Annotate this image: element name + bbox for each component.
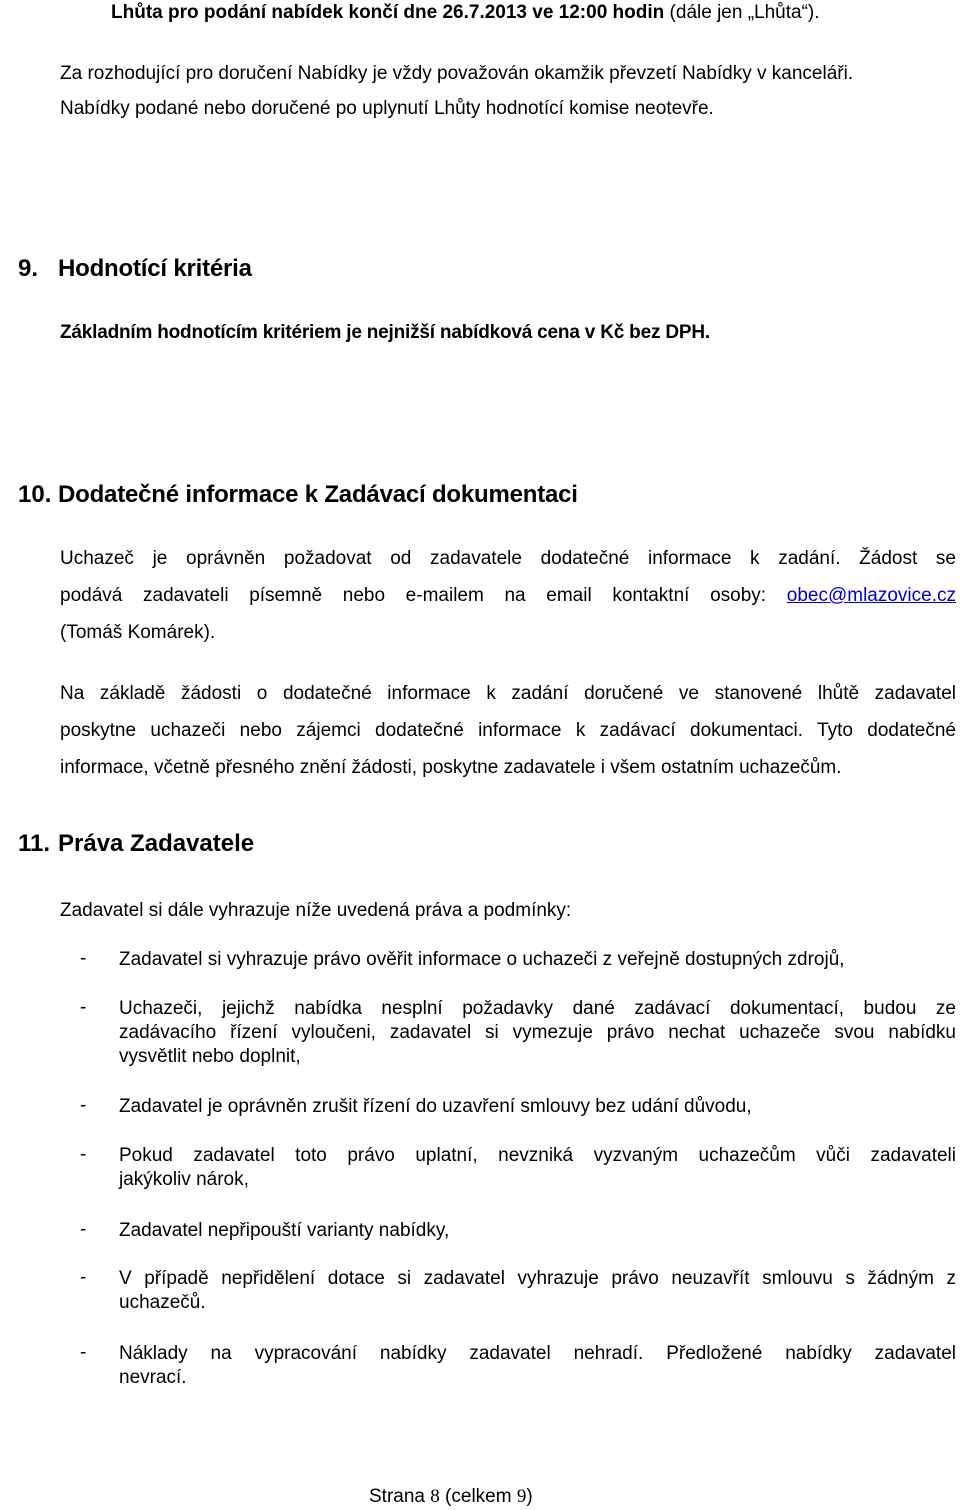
list-dash: -: [80, 997, 87, 1018]
list-item-line: Zadavatel je oprávněn zrušit řízení do uzavření smlouvy bez udání důvodu,: [119, 1096, 752, 1117]
list-item: [119, 948, 956, 972]
footer-page-number: 8: [430, 1486, 440, 1507]
s10-p1-line-3: (Tomáš Komárek).: [60, 622, 216, 643]
section-9-number: 9.: [18, 255, 39, 282]
section-10-number: 10.: [18, 481, 52, 508]
s10-p1-line-2: [60, 585, 956, 607]
list-dash: -: [80, 1342, 87, 1363]
list-item-line: Uchazeči, jejichž nabídka nesplní požadavky dané zadávací dokumentací, budou ze: [119, 998, 956, 1019]
list-item-line: uchazečů.: [119, 1292, 206, 1313]
section-11-title: Práva Zadavatele: [58, 830, 255, 857]
deadline-rest: (dále jen „Lhůta“).: [664, 2, 820, 23]
list-item-line: Zadavatel si vyhrazuje právo ověřit informace o uchazeči z veřejně dostupných zdrojů,: [119, 949, 845, 970]
list-item: [119, 1342, 956, 1390]
list-item-line: Náklady na vypracování nabídky zadavatel nehradí. Předložené nabídky zadavatel: [119, 1343, 956, 1364]
s10-p2-line-1: Na základě žádosti o dodatečné informace k zadání doručené ve stanovené lhůtě zadavatel: [60, 683, 956, 704]
list-item: [119, 1219, 956, 1243]
section-9-text: Základním hodnotícím kritériem je nejnižší nabídková cena v Kč bez DPH.: [60, 322, 710, 343]
list-item-line: nevrací.: [119, 1367, 187, 1388]
list-item-line: vysvětlit nebo doplnit,: [119, 1046, 301, 1067]
deadline-bold: Lhůta pro podání nabídek končí dne 26.7.2013 ve 12:00 hodin: [111, 2, 665, 23]
footer-celkem: (celkem: [439, 1486, 517, 1507]
list-item-line: jakýkoliv nárok,: [119, 1169, 249, 1190]
intro-line-2: Nabídky podané nebo doručené po uplynutí Lhůty hodnotící komise neotevře.: [60, 98, 714, 119]
section-11-number: 11.: [18, 830, 51, 857]
list-item-line: V případě nepřidělení dotace si zadavatel vyhrazuje právo neuzavřít smlouvu s žádným z: [119, 1268, 956, 1289]
footer-strana: Strana: [369, 1486, 431, 1507]
footer-total-pages: 9: [516, 1486, 527, 1507]
s10-p2-line-3: informace, včetně přesného znění žádosti, poskytne zadavatele i všem ostatním uchazečům.: [60, 757, 842, 778]
footer-close: ): [526, 1486, 533, 1507]
list-item: [119, 1144, 956, 1192]
list-item-line: zadávacího řízení vyloučeni, zadavatel si vymezuje právo nechat uchazeče svou nabídku: [119, 1022, 956, 1043]
intro-line-1: Za rozhodující pro doručení Nabídky je vždy považován okamžik převzetí Nabídky v kanceláři.: [60, 63, 854, 84]
s11-intro: Zadavatel si dále vyhrazuje níže uvedená práva a podmínky:: [60, 900, 572, 921]
page-footer: [369, 1486, 533, 1508]
list-item-line: Pokud zadavatel toto právo uplatní, nevzniká vyzvaným uchazečům vůči zadavateli: [119, 1145, 956, 1166]
deadline-line: [111, 2, 820, 24]
contact-email-link[interactable]: obec@mlazovice.cz: [786, 585, 956, 606]
s10-p2-line-2: poskytne uchazeči nebo zájemci dodatečné informace k zadávací dokumentaci. Tyto dodatečné: [60, 720, 956, 741]
list-item: [119, 1095, 956, 1119]
section-10-title: Dodatečné informace k Zadávací dokumentaci: [58, 481, 578, 508]
list-dash: -: [80, 1219, 87, 1240]
list-item: [119, 1267, 956, 1315]
s10-p1-line-2-text: podává zadavateli písemně nebo e-mailem na email kontaktní osoby:: [60, 585, 787, 606]
list-item: [119, 997, 956, 1069]
list-dash: -: [80, 1144, 87, 1165]
section-9-title: Hodnotící kritéria: [58, 255, 252, 282]
list-dash: -: [80, 1095, 87, 1116]
list-dash: -: [80, 1267, 87, 1288]
list-item-line: Zadavatel nepřipouští varianty nabídky,: [119, 1220, 450, 1241]
list-dash: -: [80, 948, 87, 969]
s10-p1-line-1: Uchazeč je oprávněn požadovat od zadavatele dodatečné informace k zadání. Žádost se: [60, 548, 956, 569]
